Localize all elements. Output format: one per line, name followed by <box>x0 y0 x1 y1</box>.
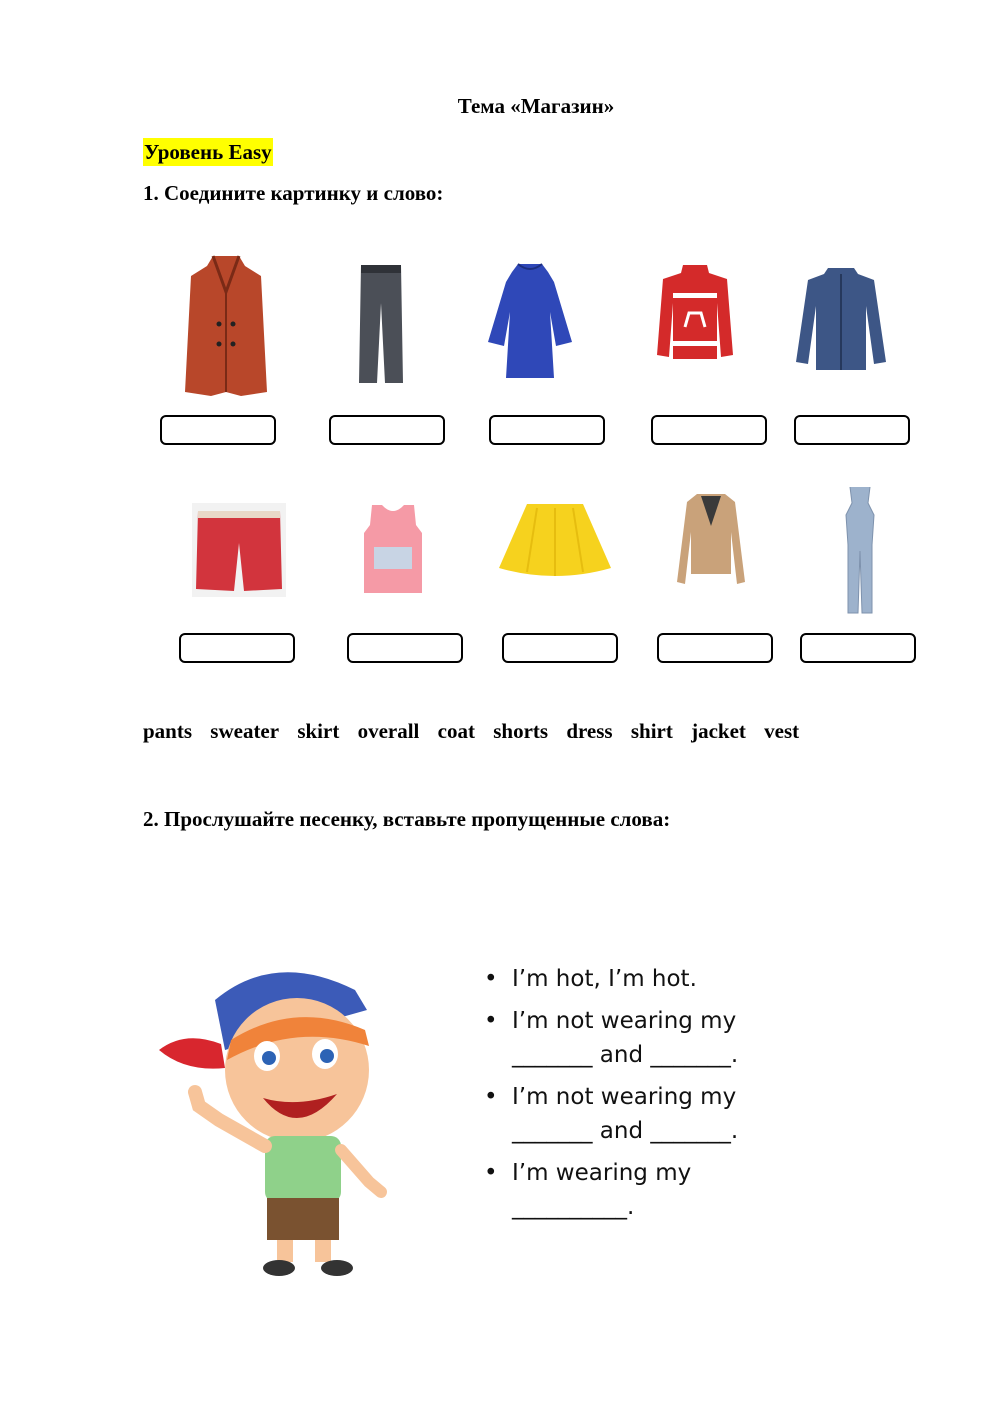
song-line-3: • I’m not wearing my _______ and _______. <box>484 1080 738 1148</box>
song-lyrics <box>484 962 738 1232</box>
level-label: Уровень Easy <box>144 140 272 164</box>
coat-icon <box>183 252 269 397</box>
song-line-2: • I’m not wearing my _______ and _______. <box>484 1004 738 1072</box>
pants-icon <box>357 263 405 386</box>
overall-icon <box>842 485 878 615</box>
task2-heading: 2. Прослушайте песенку, вставьте пропущенные слова: <box>143 807 671 831</box>
boy-cap-icon <box>155 960 391 1280</box>
answer-box-3[interactable] <box>489 415 605 445</box>
answer-box-10[interactable] <box>800 633 916 663</box>
sweater-icon <box>655 263 735 360</box>
answer-box-1[interactable] <box>160 415 276 445</box>
word-skirt: skirt <box>297 719 340 743</box>
word-vest: vest <box>764 719 800 743</box>
dress-icon <box>484 262 576 380</box>
song-line-1: • I’m hot, I’m hot. <box>484 966 697 992</box>
jacket-icon <box>675 492 747 590</box>
vest-icon <box>362 503 424 596</box>
word-shirt: shirt <box>630 719 673 743</box>
word-coat: coat <box>437 719 475 743</box>
song-line-4: • I’m wearing my __________. <box>484 1156 738 1224</box>
blank-line[interactable]: __________. <box>512 1194 635 1220</box>
word-sweater: sweater <box>210 719 280 743</box>
answer-box-9[interactable] <box>657 633 773 663</box>
word-dress: dress <box>566 719 613 743</box>
word-bank <box>143 719 812 744</box>
word-shorts: shorts <box>493 719 549 743</box>
answer-box-7[interactable] <box>347 633 463 663</box>
shorts-icon <box>192 503 286 597</box>
word-jacket: jacket <box>691 719 746 743</box>
answer-box-8[interactable] <box>502 633 618 663</box>
answer-box-4[interactable] <box>651 415 767 445</box>
page-title: Тема «Магазин» <box>457 94 615 118</box>
blank-line[interactable]: _______ and _______. <box>512 1042 739 1068</box>
blank-line[interactable]: _______ and _______. <box>512 1118 739 1144</box>
answer-box-2[interactable] <box>329 415 445 445</box>
answer-box-5[interactable] <box>794 415 910 445</box>
skirt-icon <box>497 502 613 579</box>
word-pants: pants <box>143 719 193 743</box>
task1-heading: 1. Соедините картинку и слово: <box>143 181 444 205</box>
shirt-icon <box>794 266 888 372</box>
word-overall: overall <box>357 719 420 743</box>
answer-box-6[interactable] <box>179 633 295 663</box>
